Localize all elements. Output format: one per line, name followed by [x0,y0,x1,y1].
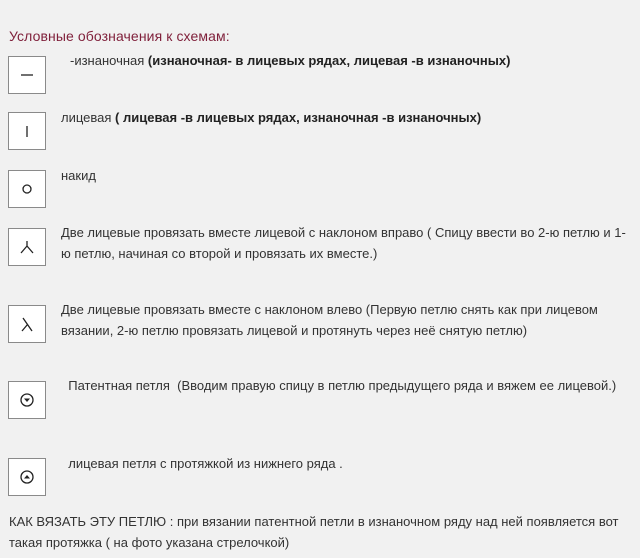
legend-item-ssk [61,299,635,341]
dash-icon [9,57,45,93]
legend-text: Две лицевые провязать вместе лицевой с наклоном вправо ( Спицу ввести во 2-ю петлю и 1-ю петлю, начиная со второй и провязать их вместе.) [61,225,626,261]
decrease-right-icon [9,229,45,265]
legend-item-purl [70,50,630,71]
legend-title: Условные обозначения к схемам: [9,28,230,44]
legend-item-patent [61,375,635,396]
symbol-box-k2tog [8,228,46,266]
symbol-box-yarn-over [8,170,46,208]
circle-chevron-down-icon [9,382,45,418]
symbol-box-knit [8,112,46,150]
legend-bold-text: ( лицевая -в лицевых рядах, изнаночная -в изнаночных) [115,110,482,125]
legend-bold-text: (изнаночная- в лицевых рядах, лицевая -в изнаночных) [147,53,511,68]
legend-text: лицевая петля с протяжкой из нижнего ряда . [61,456,343,471]
legend-item-yarn-over [61,165,631,186]
symbol-box-ssk [8,305,46,343]
footer-note: КАК ВЯЗАТЬ ЭТУ ПЕТЛЮ : при вязании патентной петли в изнаночном ряду над ней появляется вот такая протяжка ( на фото указана стрелочкой) [9,514,619,550]
vertical-line-icon [9,113,45,149]
legend-item-k2tog [61,222,635,264]
legend-text: Патентная петля (Вводим правую спицу в петлю предыдущего ряда и вяжем ее лицевой.) [61,378,617,393]
circle-chevron-up-icon [9,459,45,495]
legend-text: -изнаночная [70,53,148,68]
symbol-box-patent [8,381,46,419]
legend-text: Две лицевые провязать вместе с наклоном влево (Первую петлю снять как при лицевом вязании, 2-ю петлю провязать лицевой и протянуть через неё снятую петлю) [61,302,598,338]
decrease-left-icon [9,306,45,342]
legend-item-knit [61,107,631,128]
legend-text: накид [61,168,96,183]
symbol-box-pulled-loop [8,458,46,496]
symbol-box-purl [8,56,46,94]
circle-icon [9,171,45,207]
legend-item-pulled-loop [61,453,635,474]
legend-text: лицевая [61,110,116,125]
